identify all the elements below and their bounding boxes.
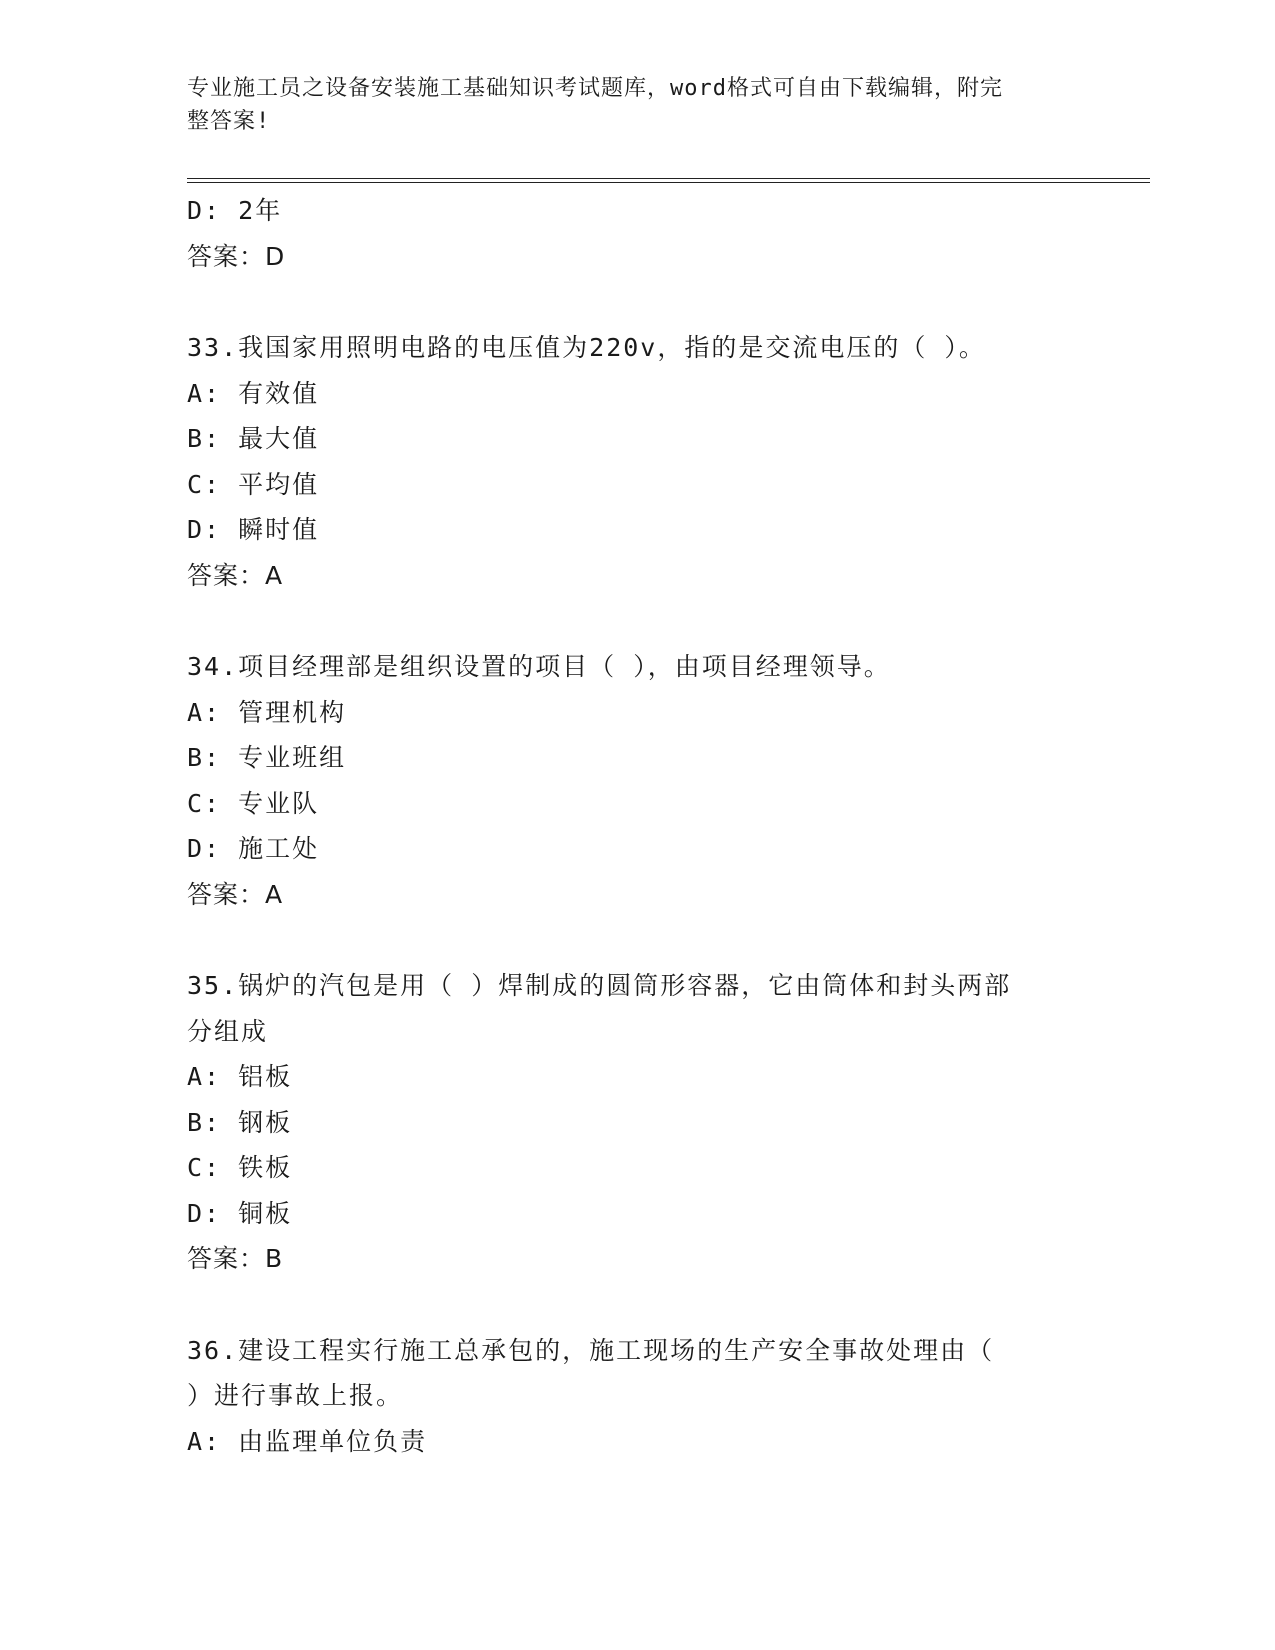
- spacer: [187, 279, 1067, 325]
- question-text-line-2: ）进行事故上报。: [187, 1381, 404, 1410]
- option-c: C: 专业队: [187, 788, 320, 818]
- question-list: [187, 188, 1067, 1464]
- option-a: A: 管理机构: [187, 697, 347, 727]
- option-d: D: 瞬时值: [187, 515, 320, 544]
- header-title-line-1: 专业施工员之设备安装施工基础知识考试题库，word格式可自由下载编辑，附完: [187, 76, 1003, 101]
- header-divider-top: [187, 178, 1150, 179]
- question-text-line-2: 分组成: [187, 1016, 269, 1046]
- header-divider-bottom: [187, 182, 1150, 183]
- question-text: 34.项目经理部是组织设置的项目（ ），由项目经理领导。: [187, 652, 891, 681]
- spacer: [187, 1282, 1067, 1328]
- option-a: A: 由监理单位负责: [187, 1426, 428, 1456]
- answer-line: 答案：A: [187, 879, 284, 909]
- option-d: D: 2年: [187, 196, 283, 225]
- option-c: C: 铁板: [187, 1153, 293, 1182]
- header-title-line-2: 整答案!: [187, 109, 271, 134]
- question-text: 33.我国家用照明电路的电压值为220v，指的是交流电压的（ ）。: [187, 333, 986, 362]
- question-text-line-1: 36.建设工程实行施工总承包的，施工现场的生产安全事故处理由（: [187, 1335, 995, 1365]
- option-b: B: 最大值: [187, 424, 320, 453]
- answer-line: 答案：D: [187, 241, 286, 271]
- option-a: A: 有效值: [187, 378, 320, 408]
- option-a: A: 铝板: [187, 1062, 293, 1091]
- option-b: B: 钢板: [187, 1107, 293, 1137]
- answer-line: 答案：A: [187, 560, 284, 590]
- option-d: D: 铜板: [187, 1198, 293, 1228]
- option-b: B: 专业班组: [187, 743, 347, 772]
- option-d: D: 施工处: [187, 834, 320, 863]
- spacer: [187, 598, 1067, 644]
- question-text-line-1: 35.锅炉的汽包是用（ ）焊制成的圆筒形容器，它由筒体和封头两部: [187, 971, 1012, 1000]
- answer-line: 答案：B: [187, 1244, 284, 1273]
- document-header: [187, 72, 1067, 138]
- option-c: C: 平均值: [187, 469, 320, 499]
- spacer: [187, 917, 1067, 963]
